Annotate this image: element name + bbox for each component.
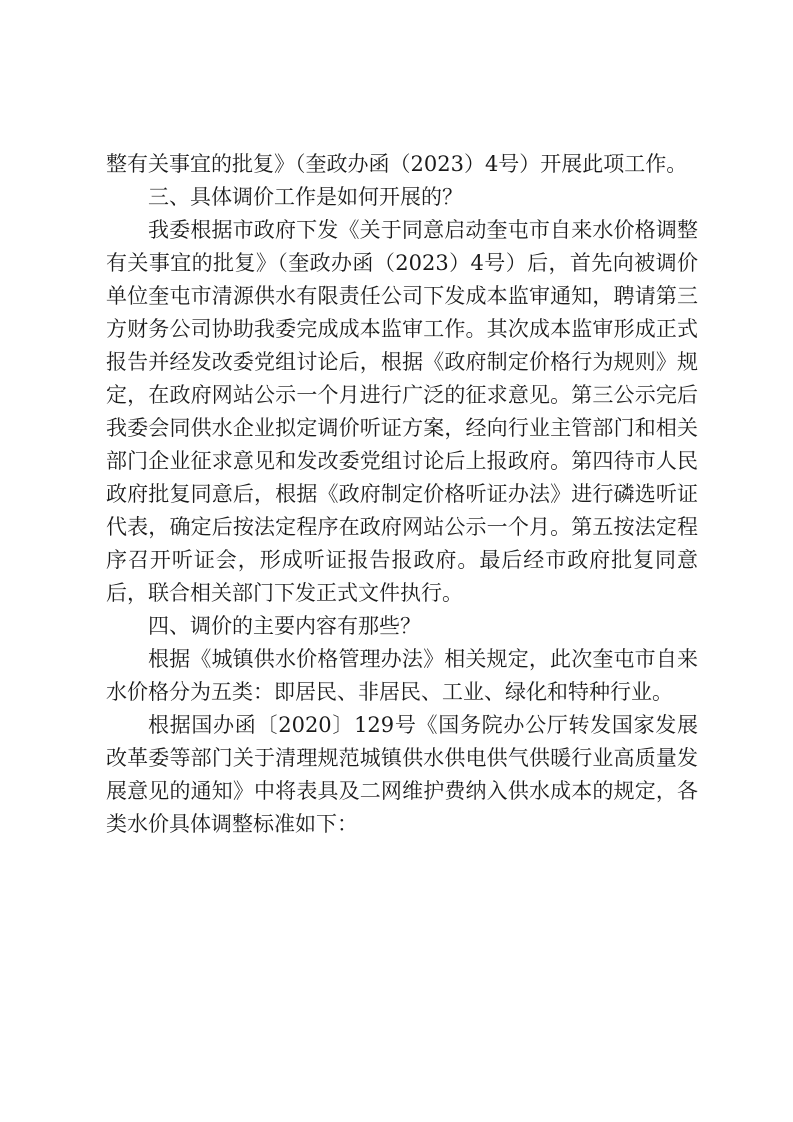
continuation-paragraph: 整有关事宜的批复》（奎政办函（2023）4号）开展此项工作。 — [106, 152, 688, 176]
body-paragraph: 根据国办函〔2020〕129号《国务院办公厅转发国家发展改革委等部门关于清理规范城镇供水供电供气供暖行业高质量发展意见的通知》中将表具及二网维护费纳入供水成本的规定，各类水价具体调整标准如下： — [106, 713, 698, 836]
section-heading-4: 四、调价的主要内容有那些？ — [148, 614, 421, 638]
document-body — [106, 148, 698, 841]
body-paragraph: 根据《城镇供水价格管理办法》相关规定，此次奎屯市自来水价格分为五类：即居民、非居民、工业、绿化和特种行业。 — [106, 647, 698, 704]
section-heading-3: 三、具体调价工作是如何开展的？ — [148, 185, 463, 209]
body-paragraph: 我委根据市政府下发《关于同意启动奎屯市自来水价格调整有关事宜的批复》（奎政办函（2023）4号）后，首先向被调价单位奎屯市清源供水有限责任公司下发成本监审通知，聘请第三方财务公司协助我委完成成本监审工作。其次成本监审形成正式报告并经发改委党组讨论后，根据《政府制定价格行为规则》规定，在政府网站公示一个月进行广泛的征求意见。第三公示完后我委会同供水企业拟定调价听证方案，经向行业主管部门和相关部门企业征求意见和发改委党组讨论后上报政府。第四待市人民政府批复同意后，根据《政府制定价格听证办法》进行磷选听证代表，确定后按法定程序在政府网站公示一个月。第五按法定程序召开听证会，形成听证报告报政府。最后经市政府批复同意后，联合相关部门下发正式文件执行。 — [106, 218, 698, 605]
